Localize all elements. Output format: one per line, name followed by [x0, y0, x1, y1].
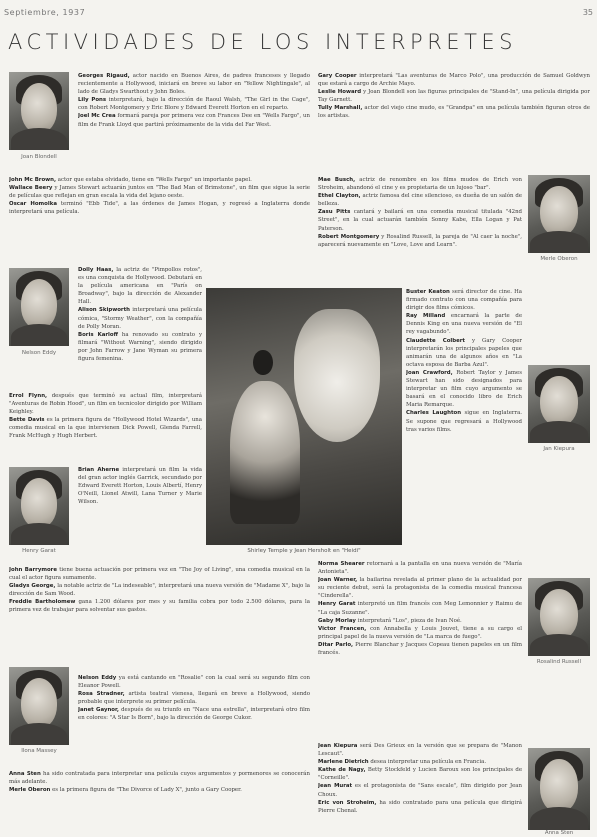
- column-right-mid: [406, 288, 522, 434]
- entry: Oscar Homolka terminó "Ebb Tide", a las órdenes de James Hogan, y regresó a Inglaterra donde interpretará una película.: [9, 201, 310, 216]
- entry: Boris Karloff ha renovado su contrato y filmará "Without Warning", siendo dirigido por John Farrow y Jane Wyman su primera figura femenina.: [78, 331, 202, 363]
- entry: Brian Aherne interpretará un film la vida del gran actor inglés Garrick, secundado por Edward Everett Horton, Louis Albertí, Henry O'Neill, Lionel Atwill, Lana Turner y Marie Wilson.: [78, 467, 202, 506]
- entry: Buster Keaton será director de cine. Ha firmado contrato con una compañía para dirigir dos films cómicos.: [406, 289, 522, 312]
- entry: Claudette Colbert y Gary Cooper interpretarán los principales papeles que animarán una de algunos años en "La octava esposa de Barba Azul".: [406, 337, 522, 368]
- entry: Georges Rigaud, actor nacido en Buenos Aires, de padres franceses y llegado recientemente a Hollywood, iniciará en breve su labor en "Yellow Nightingale", al lado de Gladys Swarthout y John Boles.: [78, 73, 310, 96]
- entry: Gladys George, la notable actriz de "La indeseable", interpretará una nueva versión de "Madame X", bajo la dirección de Sam Wood.: [9, 583, 310, 598]
- column-right-lower: [318, 560, 522, 657]
- page-number: 35: [582, 8, 593, 17]
- entry: John Barrymore tiene buena actuación por primera vez en "The Joy of Living", una comedia musical en la cual el actor figura sumamente.: [9, 567, 310, 582]
- caption-rosalind-russell: Rosalind Russell: [536, 659, 582, 665]
- caption-nelson-eddy: Nelson Eddy: [21, 350, 57, 356]
- column-right-top: [318, 72, 590, 121]
- column-left-mid: [78, 266, 202, 363]
- entry: Wallace Beery y James Stewart actuarán juntos en "The Bad Man of Brimstone", un film que sigue la serie de películas que reflejan en gran escala la vida del lejano oeste.: [9, 185, 310, 200]
- entry: Joel Mc Crea formará pareja por primera vez con Frances Dee en "Wells Fargo", un film de Frank Lloyd que partirá próximamente de la vida del Far West.: [78, 113, 310, 128]
- caption-henry-garat: Henry Garat: [22, 548, 56, 554]
- column-left-mid2: [9, 392, 202, 441]
- caption-jan-kiepura: Jan Kiepura: [543, 446, 575, 452]
- caption-merle-oberon: Merle Oberon: [540, 256, 578, 262]
- entry: Tully Marshall, actor del viejo cine mudo, es "Grandpa" en una película también figuran otros de los artistas.: [318, 105, 590, 120]
- page-header: [4, 8, 593, 20]
- portrait-rosalind-russell: [528, 578, 590, 656]
- entry: Henry Garat interpretó un film francés con Meg Lemonnier y Raimu de "La caja Suzanne".: [318, 601, 522, 616]
- entry: Bette Davis es la primera figura de "Hollywood Hotel Wizards", una comedia musical en la que intervienen Dick Powell, Glenda Farrell, Frank McHugh y Hugh Herbert.: [9, 417, 202, 440]
- column-left-wide2: [9, 566, 310, 615]
- page-title: ACTIVIDADES DE LOS INTERPRETES: [8, 30, 517, 54]
- column-right-upper: [318, 176, 522, 249]
- portrait-jan-kiepura: [528, 365, 590, 443]
- entry: Gary Cooper interpretará "Las aventuras de Marco Polo", una producción de Samuel Goldwyn que estará a cargo de Archie Mayo.: [318, 73, 590, 88]
- entry: Freddie Bartholomew gana 1.200 dólares por mes y su familia cobra por todo 2.500 dólares, para la primera vez de trabajar para solventar sus gastos.: [9, 599, 310, 614]
- portrait-anna-sten: [528, 748, 590, 830]
- entry: Joan Warner, la bailarina revelada al primer plano de la actualidad por su reciente debut, será la protagonista de la comedia musical francesa "Cinderella".: [318, 577, 522, 600]
- entry: Merle Oberon es la primera figura de "The Divorce of Lady X", junto a Gary Cooper.: [9, 787, 242, 794]
- entry: Jean Kiepura será Des Grieux en la versión que se prepara de "Manon Lescaut".: [318, 743, 522, 758]
- entry: Rosa Stradner, artista teatral vienesa, llegará en breve a Hollywood, siendo probable que interprete su primer película.: [78, 691, 310, 706]
- caption-anna-sten: Anna Sten: [544, 830, 574, 836]
- entry: Eric von Stroheim, ha sido contratado para una película que dirigirá Pierre Chenal.: [318, 799, 522, 814]
- entry: Ray Milland encarnará la parte de Dennis King en una nueva versión de "El rey vagabundo".: [406, 313, 522, 336]
- film-still-heidi: [206, 288, 402, 545]
- entry: Jean Murat es el protagonista de "Sans escale", film dirigido por Jean Choux.: [318, 783, 522, 798]
- entry: Janet Gaynor, después de su triunfo en "Nace una estrella", interpretará otro film en colores: "A Star Is Born", bajo la dirección de George Cukor.: [78, 707, 310, 722]
- portrait-henry-garat: [9, 467, 69, 545]
- column-right-bottom: [318, 742, 522, 815]
- entry: Ditar Parlo, Pierre Blanchar y Jacques Copeau tienen papeles en un film francés.: [318, 641, 522, 657]
- caption-heidi-still: Shirley Temple y Jean Hersholt en "Heidi": [247, 548, 361, 554]
- entry: Gaby Morlay interpretará "Los", pieza de Ivan Noé.: [318, 617, 462, 624]
- entry: Marlene Dietrich desea interpretar una película en Francia.: [318, 759, 487, 766]
- column-left-top: [78, 72, 310, 129]
- entry: Dolly Haas, la actriz de "Pimpollos rotos", es una conquista de Hollywood. Debutará en la película americana en "París on Broadway", bajo la dirección de Alexander Hall.: [78, 267, 202, 306]
- column-left-foot: [9, 770, 310, 794]
- entry: Alison Skipworth interpretará una película cómica, "Stormy Weather", con la compañía de Polly Moran.: [78, 307, 202, 330]
- entry: Nelson Eddy ya está cantando en "Rosalie" con la cual será su segundo film con Eleanor Powell.: [78, 675, 310, 690]
- column-left-lower: [78, 466, 202, 506]
- portrait-ilona-massey: [9, 667, 69, 745]
- entry: Norma Shearer retornará a la pantalla en una nueva versión de "María Antonieta".: [318, 561, 522, 576]
- entry: Charles Laughton sigue en Inglaterra. Se supone que regresará a Hollywood tras varios films.: [406, 410, 522, 433]
- entry: Ethel Clayton, actriz famosa del cine silencioso, es dueña de un salón de belleza.: [318, 193, 522, 208]
- portrait-joan-blondell: [9, 72, 69, 150]
- entry: Zasu Pitts cantará y bailará en una comedia musical titulada "42nd Street", en la cual actuarán también Sonny Kabe, Ella Logan y Pat Paterson.: [318, 209, 522, 232]
- issue-date: Septiembre, 1937: [4, 8, 86, 17]
- entry: Joan Crawford, Robert Taylor y James Stewart han sido designados para interpretar un film cuyo argumento se basará en el conocido libro de Erich Maria Remarque.: [406, 369, 522, 409]
- entry: John Mc Brown, actor que estaba olvidado, tiene en "Wells Fargo" un importante papel.: [9, 177, 252, 183]
- portrait-merle-oberon: [528, 175, 590, 253]
- column-left-wide: [9, 176, 310, 216]
- caption-ilona-massey: Ilona Massey: [21, 748, 57, 754]
- column-left-bottom: [78, 674, 310, 723]
- portrait-nelson-eddy: [9, 268, 69, 346]
- entry: Mae Busch, actriz de renombre en los films mudos de Erich von Stroheim, abandonó el cine y es propietaria de un lujoso "bar".: [318, 177, 522, 192]
- entry: Errol Flynn, después que terminó su actual film, interpretará "Aventuras de Robin Hood", un film en tecnicolor dirigido por William Keighley.: [9, 393, 202, 416]
- entry: Robert Montgomery y Rosalind Russell, la pareja de "Al caer la noche", aparecerá nuevamente en "Love, Love and Learn".: [318, 233, 522, 248]
- entry: Victor Francen, con Annabella y Louis Jouvet, tiene a su cargo el principal papel de la nueva versión de "La marca de fuego".: [318, 625, 522, 640]
- entry: Kathe de Nagy, Betty Stockfeld y Lucien Baroux son los principales de "Corneille".: [318, 767, 522, 782]
- entry: Anna Sten ha sido contratada para interpretar una película cuyos argumentos y pormenores se conocerán más adelante.: [9, 771, 310, 786]
- caption-joan-blondell: Joan Blondell: [21, 154, 57, 160]
- entry: Leslie Howard y Joan Blondell son las figuras principales de "Stand-In", una película dirigida por Tay Garnett.: [318, 89, 590, 104]
- entry: Lily Pons interpretará, bajo la dirección de Raoul Walsh, "The Girl in the Cage", con Robert Montgomery y Eric Blore y Edward Everett Horton en el reparto.: [78, 97, 310, 112]
